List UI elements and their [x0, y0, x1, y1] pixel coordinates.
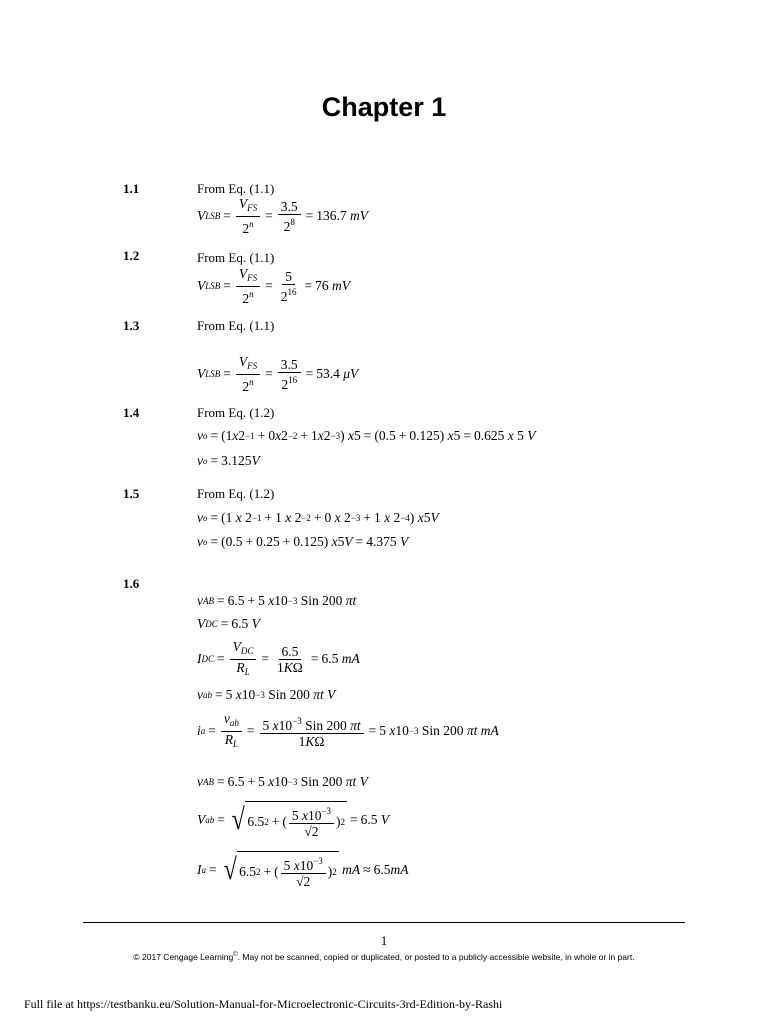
- problem-number-1-5: 1.5: [123, 486, 140, 501]
- problem-number-1-3: 1.3: [123, 318, 140, 333]
- equation-1-2: V LSB = $\frac{V_{FS}}{2^n}$ = $\frac{5}{2^{16}}$ = 76 mV: [197, 266, 351, 306]
- equation-1-6g: V ab = √ 6.5 2 + ( $\frac{5 x10^{-3}}{√2}$ ) 2 = 6.5 V: [197, 803, 390, 839]
- problem-number-1-1: 1.1: [123, 181, 140, 196]
- result-1-5: 4.375: [366, 534, 397, 549]
- problem-reference-1-4: From Eq. (1.2): [197, 405, 275, 420]
- problem-number-1-4: 1.4: [123, 405, 140, 420]
- result-1-4: 3.125: [221, 453, 252, 468]
- problem-reference-1-5: From Eq. (1.2): [197, 486, 275, 501]
- equation-1-6h: I a = √ 6.5 2 + ( $\frac{5 x10^{-3}}{√2}$ ) 2 mA ≈ 6.5 mA: [197, 853, 409, 889]
- problem-reference-1-2: From Eq. (1.1): [197, 250, 275, 265]
- equation-1-3: V LSB = $\frac{V_{FS}}{2^n}$ = $\frac{3.5}{2^{16}}$ = 53.4 μV: [197, 354, 359, 394]
- equation-1-6d: v ab = 5 x 10 −3 Sin 200 πt V: [197, 687, 336, 702]
- equation-1-4b: v o = 3.125 V: [197, 453, 260, 468]
- equation-1-5a: v o = (1 x 2 −1 + 1 x 2 −2 + 0 x 2 −3 + 1 x 2 −4 ) x 5 V: [197, 510, 439, 525]
- equation-1-6c: I DC = $\frac{V_{DC}}{R_L}$ = $\frac{6.5}{1K\Omega}$ = 6.5 mA: [197, 638, 360, 677]
- equation-1-6a: v AB = 6.5 + 5 x 10 −3 Sin 200 πt: [197, 593, 357, 608]
- page-title: Chapter 1: [321, 92, 447, 122]
- problem-reference-1-3: From Eq. (1.1): [197, 318, 275, 333]
- full-file-link-text: Full file at https://testbanku.eu/Solution-Manual-for-Microelectronic-Circuits-3rd-Edition-by-Rashi: [24, 997, 503, 1011]
- result-1-2: 76: [315, 278, 329, 293]
- equation-1-6e: i a = $\frac{v_{ab}}{R_L}$ = $\frac{5 x10^{-3} Sin 200 \pi t}{1K\Omega}$ = 5 x 10 −3 Sin 200 πt mA: [197, 710, 499, 749]
- result-1-3: 53.4: [316, 366, 340, 381]
- problem-reference-1-1: From Eq. (1.1): [197, 181, 275, 196]
- footer-divider: [83, 922, 685, 923]
- problem-number-1-2: 1.2: [123, 248, 140, 263]
- equation-1-1: V LSB = $\frac{V_{FS}}{2^n}$ = $\frac{3.5}{2^8}$ = 136.7 mV: [197, 196, 369, 236]
- equation-1-4a: v o = (1 x 2 −1 + 0 x 2 −2 + 1 x 2 −3 ) x 5 = (0.5 + 0.125) x 5 = 0.625 x 5 V: [197, 428, 536, 443]
- equation-1-5b: v o = (0.5 + 0.25 + 0.125) x 5 V = 4.375 V: [197, 534, 409, 549]
- equation-1-6b: V DC = 6.5 V: [197, 616, 260, 631]
- copyright-notice: © 2017 Cengage Learning©. May not be scanned, copied or duplicated, or posted to a publicly accessible website, in whole or in part.: [133, 952, 635, 962]
- result-1-1: 136.7: [316, 208, 347, 223]
- page-number: 1: [380, 933, 388, 948]
- equation-1-6f: v AB = 6.5 + 5 x 10 −3 Sin 200 πt V: [197, 774, 368, 789]
- problem-number-1-6: 1.6: [123, 576, 140, 591]
